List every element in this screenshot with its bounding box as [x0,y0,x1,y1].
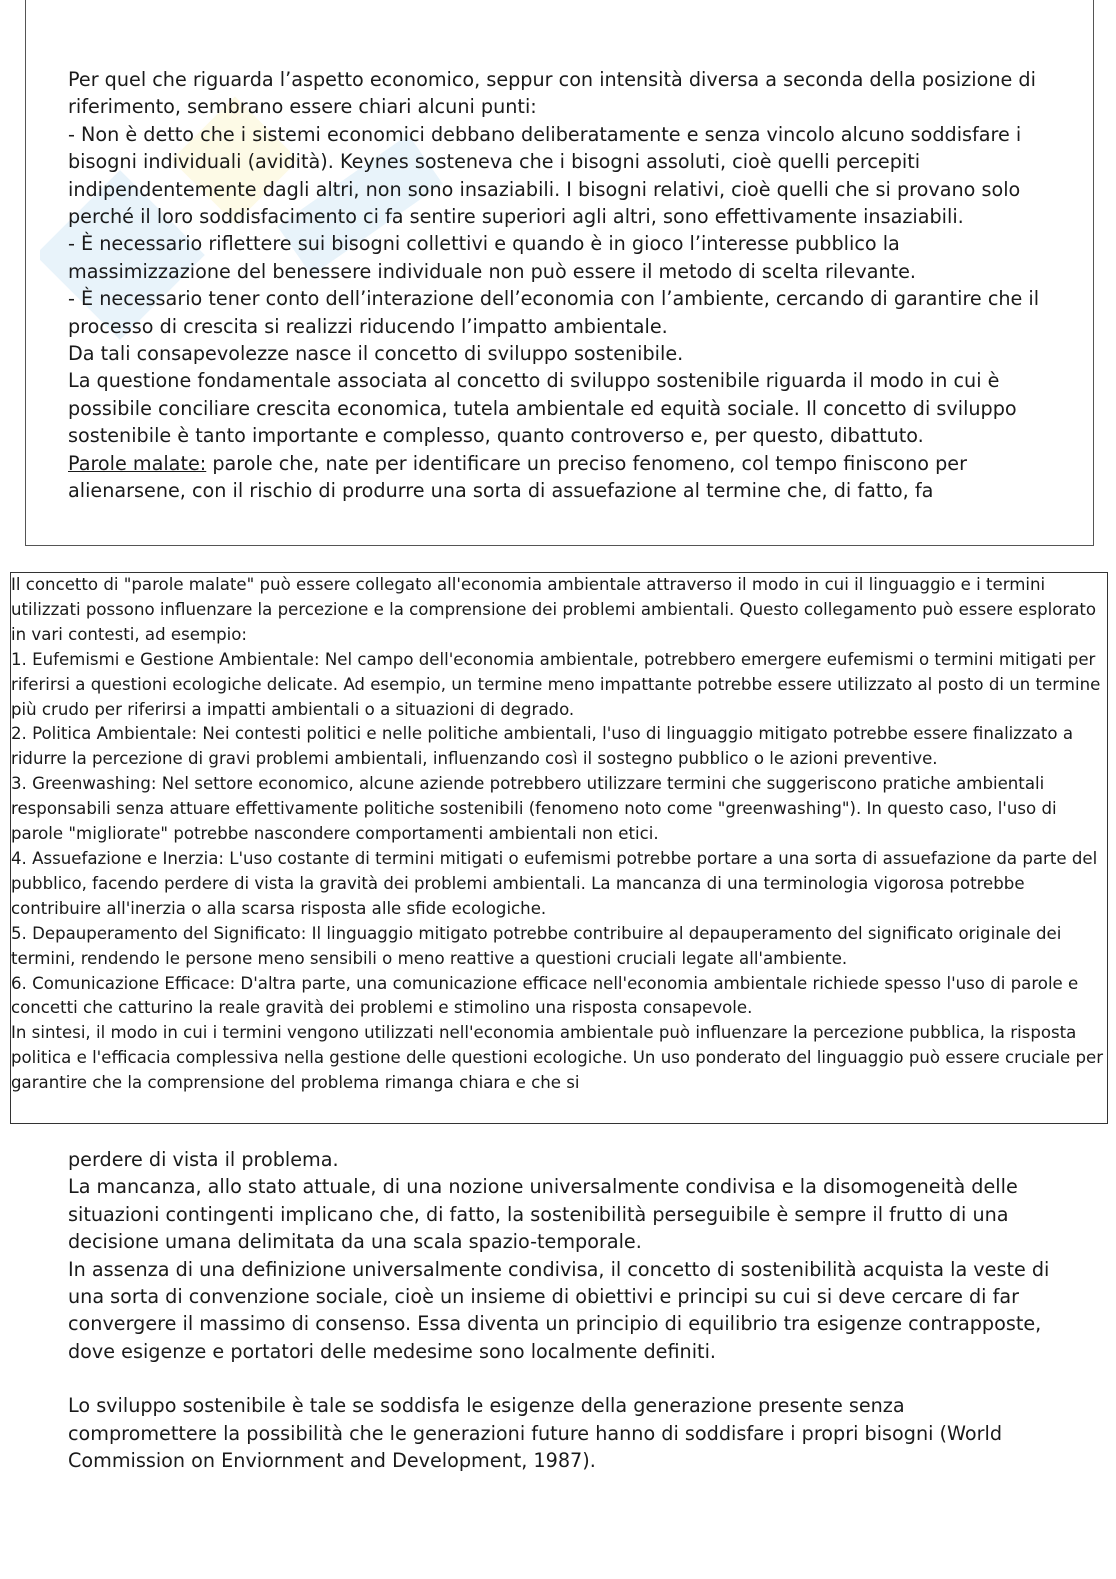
paragraph: - È necessario riflettere sui bisogni collettivi e quando è in gioco l’interesse pubblico la massimizzazione del benessere individuale non può essere il metodo di scelta rilevante. [68,232,917,283]
paragraph: perdere di vista il problema. [68,1148,339,1171]
paragraph: La mancanza, allo stato attuale, di una nozione universalmente condivisa e la disomogeneità delle situazioni contingenti implicano che, di fatto, la sostenibilità perseguibile è sempre il frutto di una decisione umana delimitata da una scala spazio-temporale. [68,1175,1018,1254]
paragraph: La questione fondamentale associata al concetto di sviluppo sostenibile riguarda il modo in cui è possibile conciliare crescita economica, tutela ambientale ed equità sociale. Il concetto di sviluppo sostenibile è tanto importante e complesso, quanto controverso e, per questo, dibattuto. [68,369,1017,448]
parole-malate-label: Parole malate: [68,451,207,475]
paragraph: Per quel che riguarda l’aspetto economico, seppur con intensità diversa a seconda della posizione di riferimento, sembrano essere chiari alcuni punti: [68,68,1036,119]
box-paragraph: Il concetto di "parole malate" può essere collegato all'economia ambientale attraverso il modo in cui il linguaggio e i termini utilizzati possono influenzare la percezione e la comprensione dei problemi ambientali. Questo collegamento può essere esplorato in vari contesti, ad esempio: [11,575,1097,644]
box-paragraph: In sintesi, il modo in cui i termini vengono utilizzati nell'economia ambientale può influenzare la percezione pubblica, la risposta politica e l'efficacia complessiva nella gestione delle questioni ecologiche. Un uso ponderato del linguaggio può essere cruciale per garantire che la comprensione del problema rimanga chiara e che si [11,1023,1104,1093]
spacer [68,1365,1058,1392]
ai-explanation-box [10,572,1108,1124]
box-paragraph: 4. Assuefazione e Inerzia: L'uso costante di termini mitigati o eufemismi potrebbe portare a una sorta di assuefazione da parte del pubblico, facendo perdere di vista la gravità dei problemi ambientali. La mancanza di una terminologia vigorosa potrebbe contribuire all'inerzia o alla scarsa risposta alle sfide ecologiche. [11,848,1098,918]
paragraph: - È necessario tener conto dell’interazione dell’economia con l’ambiente, cercando di garantire che il processo di crescita si realizzi riducendo l’impatto ambientale. [68,287,1040,338]
box-paragraph: 5. Depauperamento del Significato: Il linguaggio mitigato potrebbe contribuire al depauperamento del significato originale dei termini, rendendo le persone meno sensibili o meno reattive a questioni cruciali legate all'ambiente. [11,923,1062,968]
box-paragraph: 3. Greenwashing: Nel settore economico, alcune aziende potrebbero utilizzare termini che suggeriscono pratiche ambientali responsabili senza attuare effettivamente politiche sostenibili (fenomeno noto come "greenwashing"). In questo caso, l'uso di parole "migliorate" potrebbe nascondere comportamenti ambientali non etici. [11,774,1057,844]
parole-malate-paragraph [68,450,1058,505]
paragraph: In assenza di una definizione universalmente condivisa, il concetto di sostenibilità acquista la veste di una sorta di convenzione sociale, cioè un insieme di obiettivi e principi su cui si deve cercare di far convergere il massimo di consenso. Essa diventa un principio di equilibrio tra esigenze contrapposte, dove esigenze e portatori delle medesime sono localmente definiti. [68,1257,1050,1363]
box-paragraph: 2. Politica Ambientale: Nei contesti politici e nelle politiche ambientali, l'uso di linguaggio mitigato potrebbe essere finalizzato a ridurre la percezione di gravi problemi ambientali, influenzando così il sostegno pubblico o le azioni preventive. [11,724,1073,769]
paragraph: - Non è detto che i sistemi economici debbano deliberatamente e senza vincolo alcuno soddisfare i bisogni individuali (avidità). Keynes sosteneva che i bisogni assoluti, cioè quelli percepiti indipendentemente dagli altri, non sono insaziabili. I bisogni relativi, cioè quelli che si provano solo perché il loro soddisfacimento ci fa sentire superiori agli altri, sono effettivamente insaziabili. [68,122,1022,229]
paragraph: Da tali consapevolezze nasce il concetto di sviluppo sostenibile. [68,342,684,366]
top-section [68,66,1058,558]
bottom-section [68,1146,1058,1474]
definition-paragraph: Lo sviluppo sostenibile è tale se soddisfa le esigenze della generazione presente senza compromettere la possibilità che le generazioni future hanno di soddisfare i propri bisogni (World Commission on Enviornment and Development, 1987). [68,1394,1003,1473]
box-paragraph: 6. Comunicazione Efficace: D'altra parte, una comunicazione efficace nell'economia ambientale richiede spesso l'uso di parole e concetti che catturino la reale gravità dei problemi e stimolino una risposta consapevole. [11,973,1079,1018]
parole-malate-text: parole che, nate per identificare un preciso fenomeno, col tempo finiscono per alienarsene, con il rischio di produrre una sorta di assuefazione al termine che, di fatto, fa [68,451,967,503]
box-paragraph: 1. Eufemismi e Gestione Ambientale: Nel campo dell'economia ambientale, potrebbero emergere eufemismi o termini mitigati per riferirsi a questioni ecologiche delicate. Ad esempio, un termine meno impattante potrebbe essere utilizzato al posto di un termine più crudo per riferirsi a impatti ambientali o a situazioni di degrado. [11,649,1101,719]
